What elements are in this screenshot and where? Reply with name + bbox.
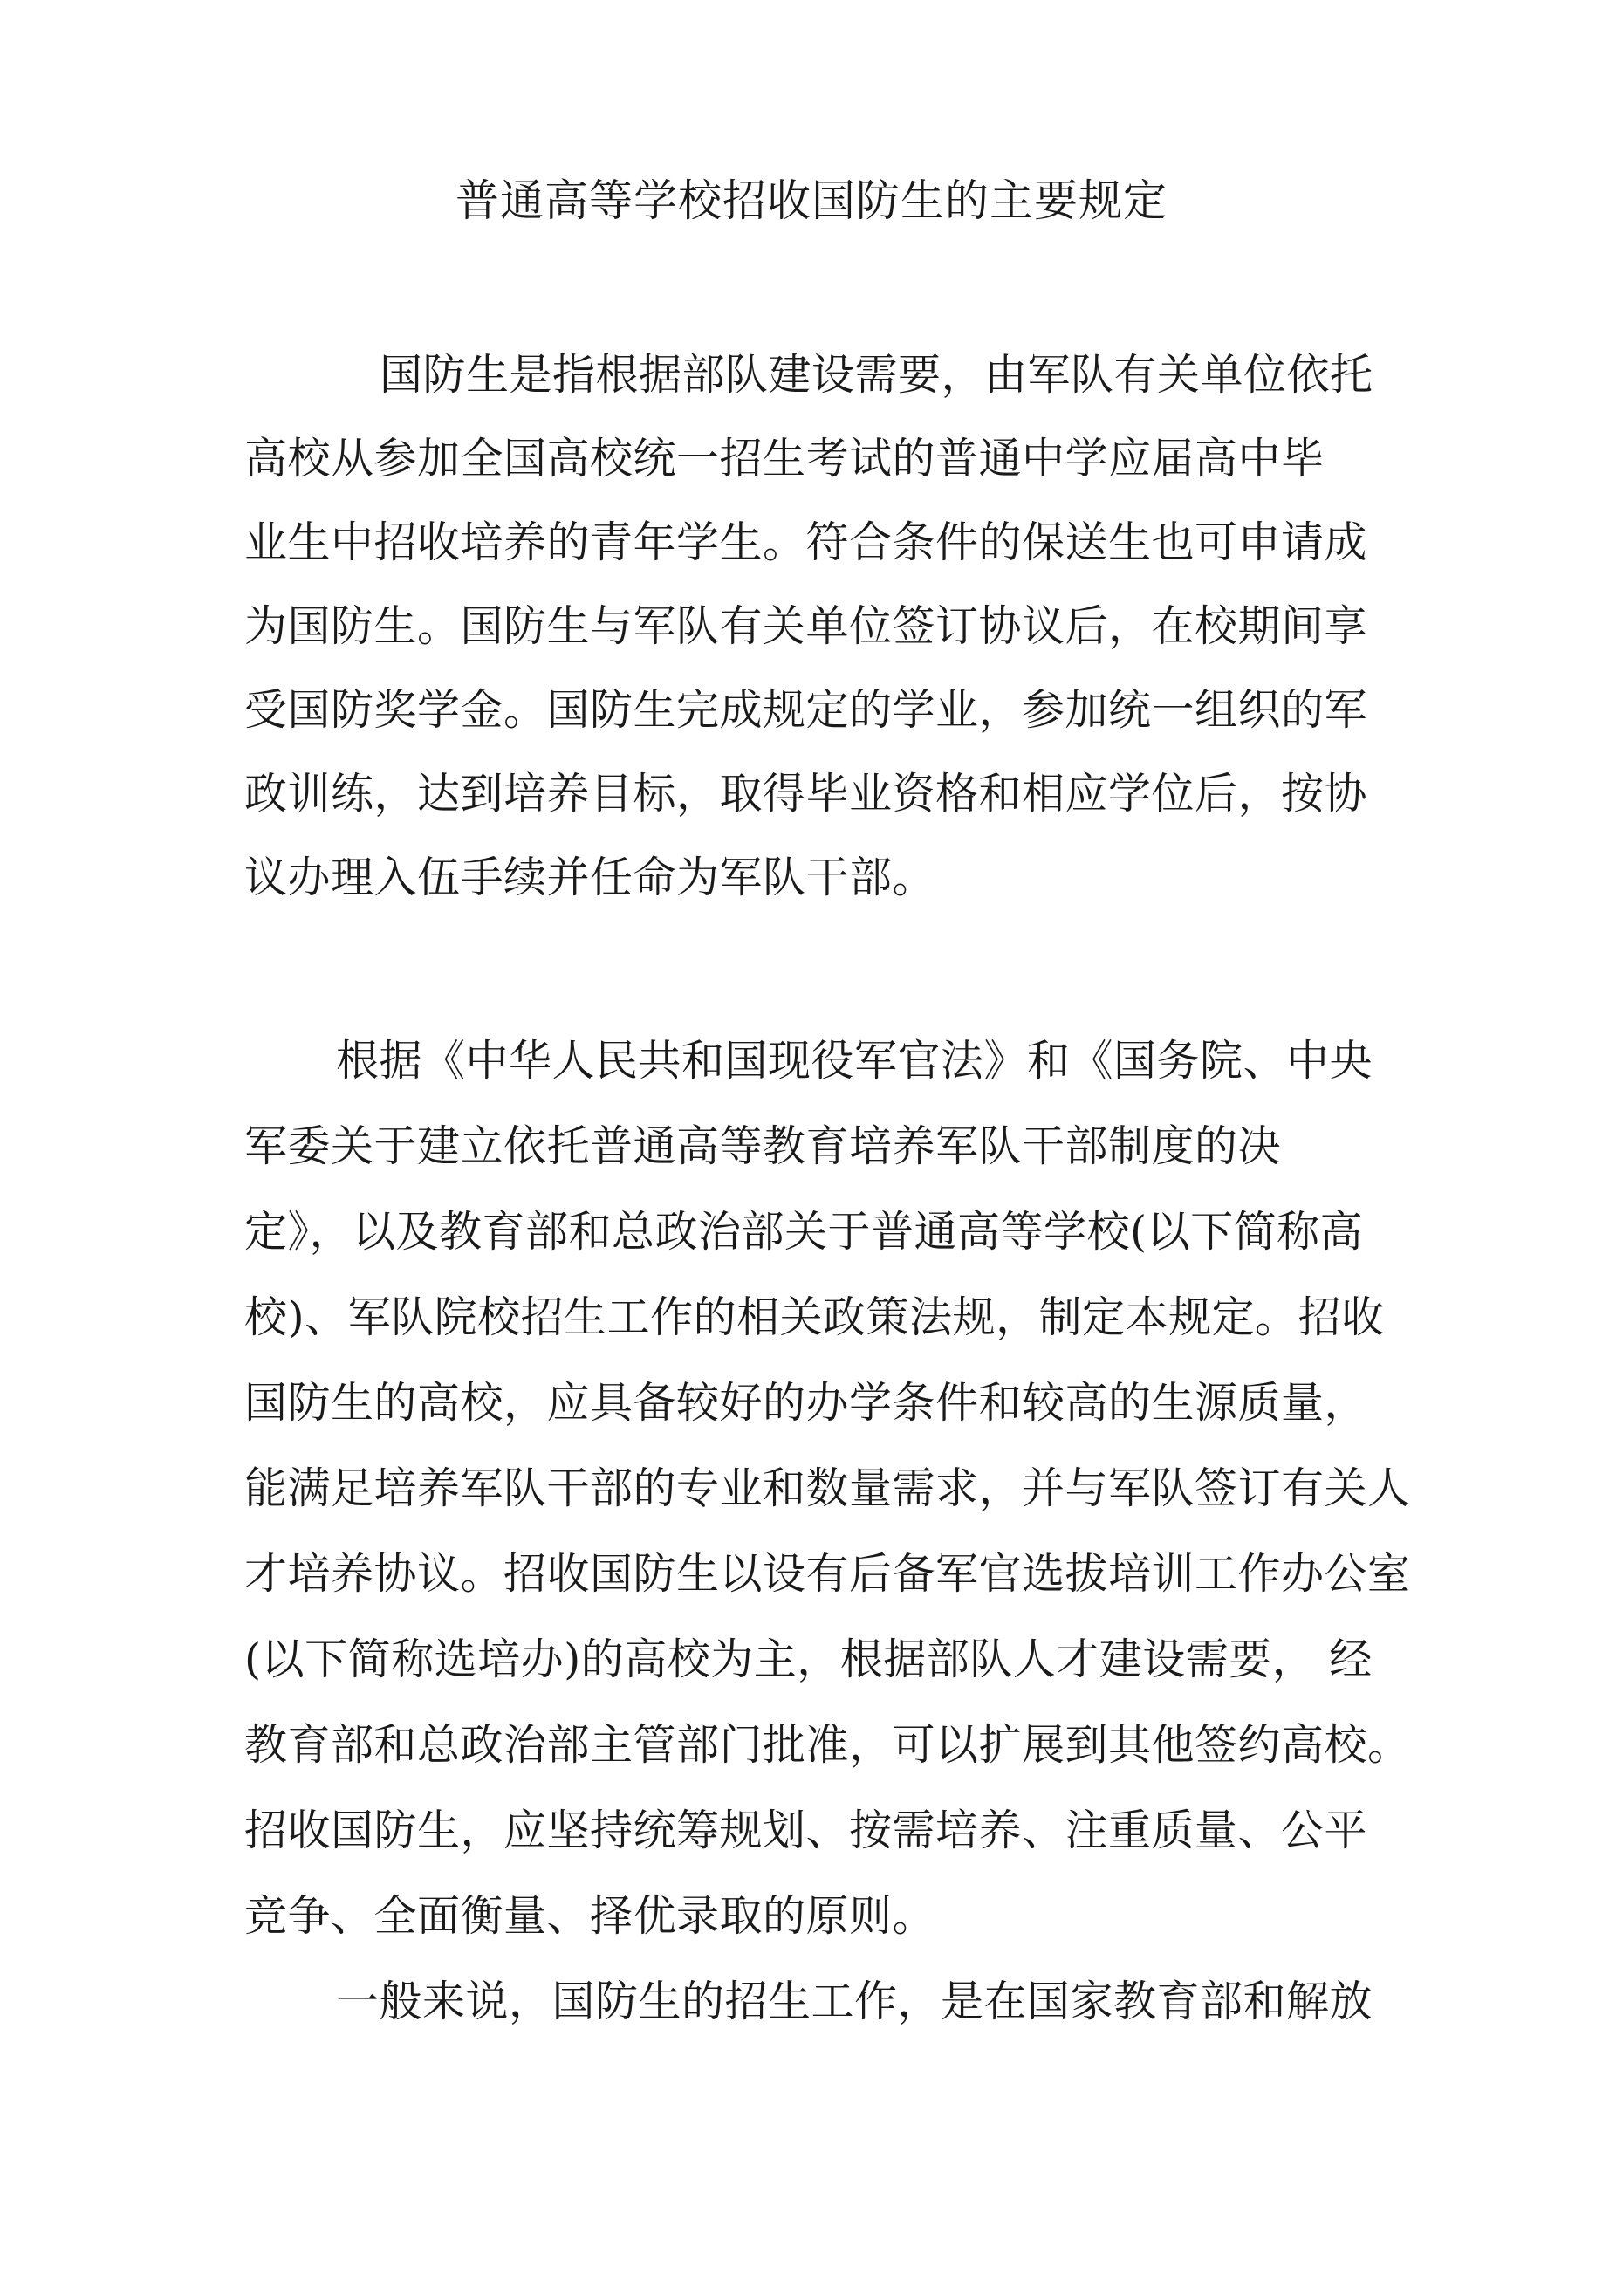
paragraph-2-line-8: (以下简称选培办)的高校为主，根据部队人才建设需要， 经 <box>244 1635 1373 1684</box>
paragraph-1-line-1: 国防生是指根据部队建设需要，由军队有关单位依托 <box>380 350 1373 400</box>
paragraph-2-line-7: 才培养协议。招收国防生以设有后备军官选拔培训工作办公室 <box>244 1549 1411 1599</box>
paragraph-2-line-9: 教育部和总政治部主管部门批准，可以扩展到其他签约高校。 <box>244 1720 1411 1770</box>
paragraph-1-line-2: 高校从参加全国高校统一招生考试的普通中学应届高中毕 <box>244 434 1325 483</box>
paragraph-1-line-4: 为国防生。国防生与军队有关单位签订协议后，在校期间享 <box>244 601 1368 651</box>
paragraph-2-line-3: 定》，以及教育部和总政治部关于普通高等学校(以下简称高 <box>244 1207 1364 1257</box>
paragraph-2-line-6: 能满足培养军队干部的专业和数量需求，并与军队签订有关人 <box>244 1463 1411 1513</box>
document-title: 普通高等学校招收国防生的主要规定 <box>455 175 1168 226</box>
paragraph-1-line-3: 业生中招收培养的青年学生。符合条件的保送生也可申请成 <box>244 517 1368 567</box>
paragraph-2-line-2: 军委关于建立依托普通高等教育培养军队干部制度的决 <box>244 1121 1282 1171</box>
paragraph-3-line-1: 一般来说，国防生的招生工作，是在国家教育部和解放 <box>336 1977 1373 2026</box>
paragraph-2-line-5: 国防生的高校，应具备较好的办学条件和较高的生源质量， <box>244 1378 1368 1428</box>
paragraph-2-line-4: 校)、军队院校招生工作的相关政策法规，制定本规定。招收 <box>244 1292 1385 1342</box>
paragraph-2-line-1: 根据《中华人民共和国现役军官法》和《国务院、中央 <box>336 1036 1373 1086</box>
paragraph-1-line-6: 政训练，达到培养目标，取得毕业资格和相应学位后，按协 <box>244 769 1368 819</box>
paragraph-1-line-7: 议办理入伍手续并任命为军队干部。 <box>244 853 936 902</box>
paragraph-1-line-5: 受国防奖学金。国防生完成规定的学业，参加统一组织的军 <box>244 685 1368 735</box>
paragraph-2-line-10: 招收国防生，应坚持统筹规划、按需培养、注重质量、公平 <box>244 1806 1368 1855</box>
paragraph-2-line-11: 竞争、全面衡量、择优录取的原则。 <box>244 1891 936 1941</box>
